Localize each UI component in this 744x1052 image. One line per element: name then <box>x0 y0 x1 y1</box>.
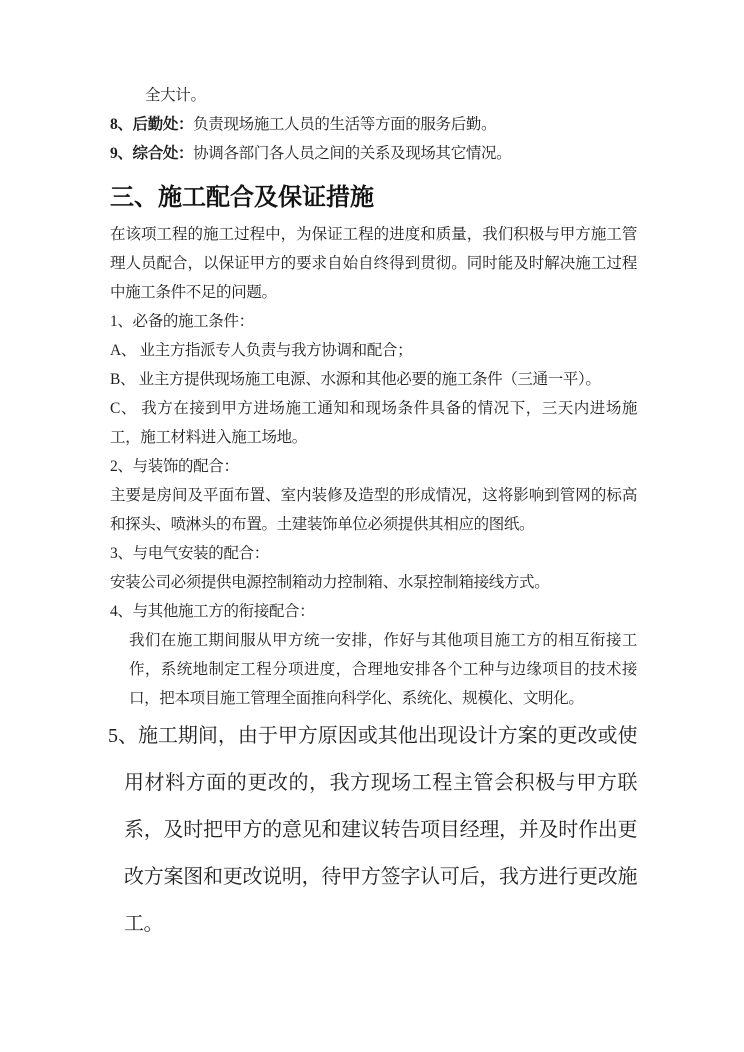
item-1-title: 1、必备的施工条件： <box>110 313 254 330</box>
dept-item-logistics-text: 负责现场施工人员的生活等方面的服务后勤。 <box>193 116 497 133</box>
item-4-body: 我们在施工期间服从甲方统一安排，作好与其他项目施工方的相互衔接工作，系统地制定工程分项进度，合理地安排各个工种与边缘项目的技术接口，把本项目施工管理全面推向科学化、系统化、规模化、文明化。 <box>129 632 637 707</box>
document-content <box>110 81 637 948</box>
dept-item-general <box>110 139 637 168</box>
item-5-paragraph: 5、施工期间，由于甲方原因或其他出现设计方案的更改或使用材料方面的更改的，我方现场工程主管会积极与甲方联系，及时把甲方的意见和建议转告项目经理，并及时作出更改方案图和更改说明，待甲方签字认可后，我方进行更改施工。 <box>108 725 637 935</box>
dept-item-general-label: 9、综合处： <box>110 145 194 162</box>
item-2-body: 主要是房间及平面布置、室内装修及造型的形成情况，这将影响到管网的标高和探头、喷淋头的布置。土建装饰单位必须提供其相应的图纸。 <box>110 487 637 533</box>
intro-paragraph: 在该项工程的施工过程中，为保证工程的进度和质量，我们积极与甲方施工管理人员配合，以保证甲方的要求自始自终得到贯彻。同时能及时解决施工过程中施工条件不足的问题。 <box>110 226 637 301</box>
dept-item-logistics-label: 8、后勤处： <box>110 116 194 133</box>
item-2-title: 2、与装饰的配合： <box>110 458 239 475</box>
item-1-a: A、 业主方指派专人负责与我方协调和配合； <box>110 342 413 359</box>
item-3-title: 3、与电气安装的配合： <box>110 545 269 562</box>
item-3-body: 安装公司必须提供电源控制箱动力控制箱、水泵控制箱接线方式。 <box>110 574 550 591</box>
item-4-title: 4、与其他施工方的衔接配合： <box>110 603 315 620</box>
item-1-b: B、 业主方提供现场施工电源、水源和其他必要的施工条件（三通一平）。 <box>110 371 601 388</box>
dept-item-general-text: 协调各部门各人员之间的关系及现场其它情况。 <box>193 145 512 162</box>
item-1-c: C、 我方在接到甲方进场施工通知和现场条件具备的情况下，三天内进场施工，施工材料进入施工场地。 <box>110 400 637 446</box>
section-heading: 三、施工配合及保证措施 <box>110 185 374 211</box>
carryover-line: 全大计。 <box>145 87 206 104</box>
dept-item-logistics <box>110 110 637 139</box>
